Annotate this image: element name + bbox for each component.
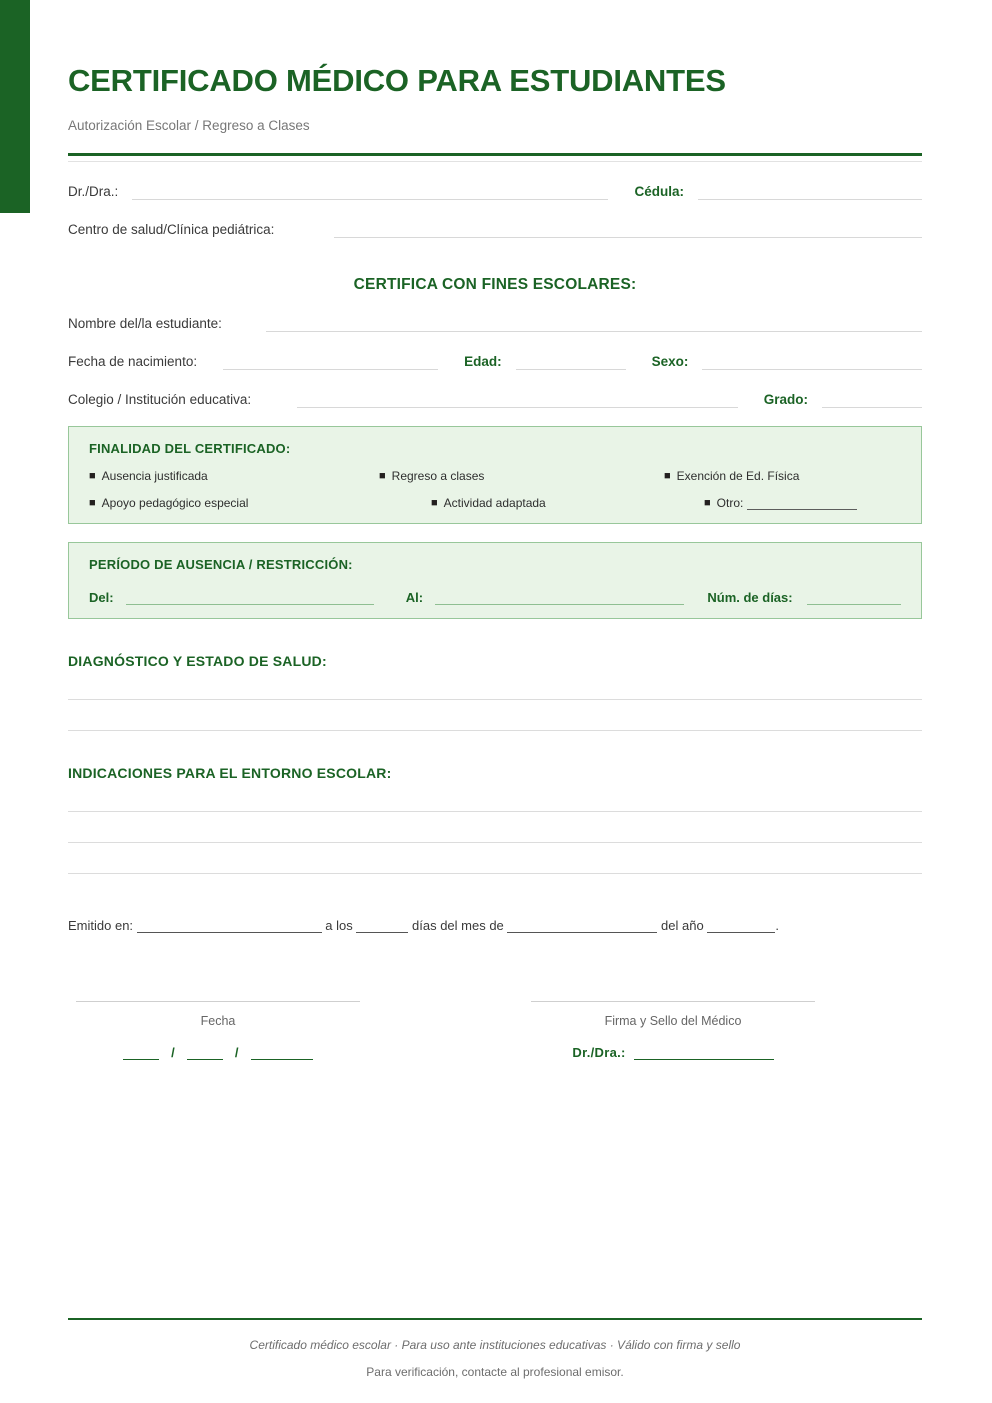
issued-mid1: a los (325, 918, 353, 933)
period-from-input[interactable] (126, 590, 374, 605)
checkbox-icon: ■ (431, 497, 438, 509)
document-content (68, 0, 922, 1060)
issued-mid3: del año (661, 918, 704, 933)
certifica-heading: CERTIFICA CON FINES ESCOLARES: (353, 276, 637, 293)
diagnosis-write-line[interactable] (68, 699, 922, 700)
signature-doctor-line (531, 1001, 815, 1002)
page-title: CERTIFICADO MÉDICO PARA ESTUDIANTES (68, 63, 726, 98)
school-input[interactable] (297, 392, 738, 408)
signature-doctor-prefix: Dr./Dra.: (572, 1045, 626, 1060)
signature-date-line (76, 1001, 360, 1002)
purpose-option-actividad[interactable] (379, 496, 664, 510)
period-days-label: Núm. de días: (707, 590, 793, 605)
period-box (68, 542, 922, 619)
checkbox-icon: ■ (89, 470, 96, 482)
issued-day-input[interactable] (356, 919, 408, 933)
signature-date-caption: Fecha (200, 1014, 236, 1028)
purpose-box (68, 426, 922, 524)
signature-doctor-column (523, 1001, 823, 1060)
birthdate-input[interactable] (223, 354, 438, 370)
purpose-option-label: Apoyo pedagógico especial (101, 496, 249, 510)
signature-block (68, 1001, 922, 1060)
purpose-row-2 (89, 496, 901, 510)
period-days-input[interactable] (807, 590, 901, 605)
decorative-side-bar (0, 0, 30, 213)
checkbox-icon: ■ (379, 470, 386, 482)
purpose-option-label: Ausencia justificada (101, 469, 208, 483)
footer-note-primary: Certificado médico escolar · Para uso ante instituciones educativas · Válido con firma y sello (249, 1338, 741, 1352)
issued-mid2: días del mes de (412, 918, 504, 933)
period-to-label: Al: (405, 590, 424, 605)
diagnosis-title: DIAGNÓSTICO Y ESTADO DE SALUD: (68, 653, 327, 669)
date-separator: / (171, 1045, 176, 1060)
age-label: Edad: (464, 354, 502, 369)
student-name-label: Nombre del/la estudiante: (68, 316, 222, 331)
footer-note-secondary: Para verificación, contacte al profesional emisor. (366, 1365, 624, 1379)
purpose-otro-input[interactable] (747, 497, 857, 510)
date-day-input[interactable] (123, 1046, 159, 1060)
doctor-name-label: Dr./Dra.: (68, 184, 119, 199)
period-fields-row (89, 590, 901, 605)
period-from-label: Del: (89, 590, 114, 605)
page-footer (68, 1318, 922, 1379)
header-rule-thick (68, 153, 922, 156)
purpose-option-label: Exención de Ed. Física (676, 469, 800, 483)
sex-label: Sexo: (651, 354, 689, 369)
signature-date-fields (68, 1045, 368, 1060)
checkbox-icon: ■ (664, 470, 671, 482)
clinic-row (68, 222, 922, 238)
grade-label: Grado: (763, 392, 808, 407)
instructions-write-line[interactable] (68, 873, 922, 874)
purpose-option-label: Otro: (716, 496, 744, 510)
instructions-title: INDICACIONES PARA EL ENTORNO ESCOLAR: (68, 765, 392, 781)
clinic-input[interactable] (334, 222, 922, 238)
signature-doctor-input[interactable] (634, 1046, 774, 1060)
purpose-option-otro[interactable] (664, 496, 901, 510)
date-separator: / (234, 1045, 239, 1060)
signature-doctor-fields (523, 1045, 823, 1060)
checkbox-icon: ■ (704, 497, 711, 509)
instructions-write-line[interactable] (68, 842, 922, 843)
birthdate-label: Fecha de nacimiento: (68, 354, 198, 369)
purpose-option-ausencia[interactable] (89, 469, 379, 483)
date-year-input[interactable] (251, 1046, 313, 1060)
student-school-row (68, 392, 922, 408)
period-title: PERÍODO DE AUSENCIA / RESTRICCIÓN: (89, 557, 353, 572)
age-input[interactable] (516, 354, 626, 370)
footer-rule (68, 1318, 922, 1320)
doctor-license-input[interactable] (698, 184, 922, 200)
student-name-input[interactable] (266, 316, 922, 332)
purpose-option-label: Actividad adaptada (443, 496, 546, 510)
issued-place-input[interactable] (137, 919, 322, 933)
instructions-write-line[interactable] (68, 811, 922, 812)
issued-line (68, 918, 922, 933)
grade-input[interactable] (822, 392, 922, 408)
issued-suffix: . (775, 918, 779, 933)
signature-doctor-caption: Firma y Sello del Médico (604, 1014, 742, 1028)
doctor-name-row (68, 184, 922, 200)
period-to-input[interactable] (435, 590, 683, 605)
purpose-option-apoyo[interactable] (89, 496, 379, 510)
signature-date-column (68, 1001, 368, 1060)
clinic-label: Centro de salud/Clínica pediátrica: (68, 222, 275, 237)
issued-prefix: Emitido en: (68, 918, 134, 933)
purpose-option-label: Regreso a clases (391, 469, 485, 483)
purpose-option-exencion[interactable] (664, 469, 901, 483)
issued-year-input[interactable] (707, 919, 775, 933)
student-name-row (68, 316, 922, 332)
checkbox-icon: ■ (89, 497, 96, 509)
page-subtitle: Autorización Escolar / Regreso a Clases (68, 118, 310, 133)
doctor-name-input[interactable] (132, 184, 608, 200)
sex-input[interactable] (702, 354, 922, 370)
issued-month-input[interactable] (507, 919, 657, 933)
purpose-row-1 (89, 469, 901, 483)
diagnosis-write-line[interactable] (68, 730, 922, 731)
student-birth-row (68, 354, 922, 370)
header-rule-thin (68, 161, 922, 162)
purpose-option-regreso[interactable] (379, 469, 664, 483)
school-label: Colegio / Institución educativa: (68, 392, 252, 407)
purpose-title: FINALIDAD DEL CERTIFICADO: (89, 441, 291, 456)
doctor-license-label: Cédula: (634, 184, 684, 199)
date-month-input[interactable] (187, 1046, 223, 1060)
